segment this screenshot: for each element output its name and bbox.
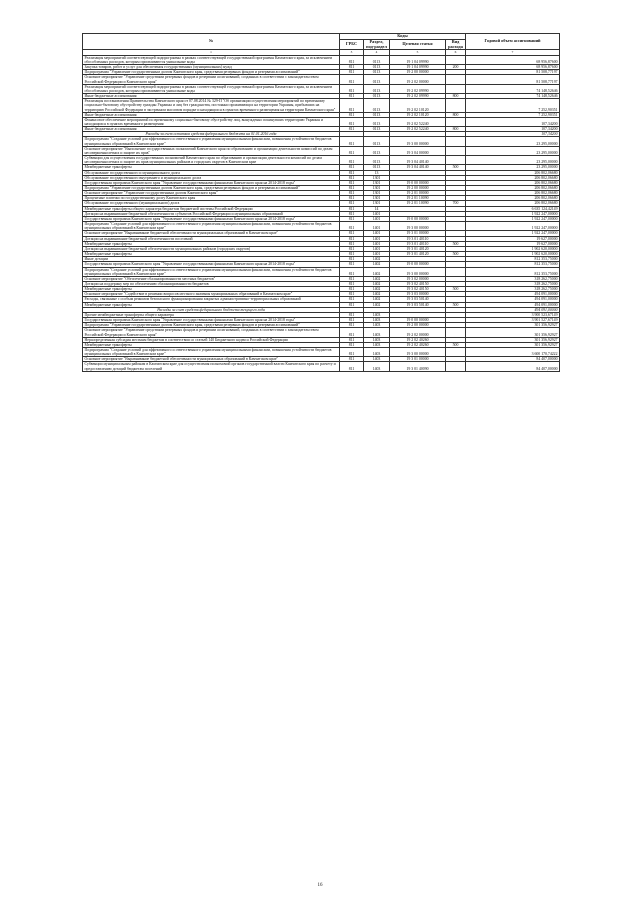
row-description: Дотации на выравнивание бюджетной обеспеченности поселений [83,236,340,241]
row-target-article: 19 3 01 00000 [390,231,446,236]
row-razdel: 1301 [364,201,390,206]
row-amount: 19 627,00000 [466,236,560,241]
row-razdel: 1301 [364,196,390,201]
budget-table-sheet [82,33,559,372]
header-target-article: Целевая статья [390,39,446,50]
row-razdel: 1402 [364,276,390,281]
column-number: 5 [390,50,446,55]
row-expense-type [446,222,466,231]
row-amount: 3 900 523,67149 [466,312,560,317]
row-grbs: 811 [340,262,364,267]
row-description: Государственная программа Камчатского края "Управление государственными финансами Камчатского края на 2014-2018 годы" [83,318,340,323]
header-razdel: Раздел, под-раздел [364,39,390,50]
page-number: 16 [317,883,323,888]
row-description: Расходы, связанные с особым режимом безопасного функционирования закрытых административно-территориальных образований [83,297,340,302]
row-description: Подпрограмма "Управление государственным долгом Камчатского края, средствами резервных фондов и резервами ассигнований" [83,70,340,75]
row-expense-type: 800 [446,112,466,117]
row-grbs: 811 [340,362,364,371]
row-target-article: 19 0 00 00000 [390,318,446,323]
row-razdel: 1403 [364,323,390,328]
header-annual-volume: Годовой объем ассигнований [466,34,560,50]
row-expense-type [446,117,466,126]
row-grbs: 811 [340,156,364,165]
row-target-article: 19 3 01 40120 [390,252,446,257]
row-grbs: 811 [340,323,364,328]
row-grbs: 811 [340,312,364,317]
row-description: Обслуживание государственного (муниципального) долга [83,201,340,206]
row-expense-type [446,55,466,64]
row-amount: 318 262,75000 [466,287,560,292]
row-razdel: 1402 [364,281,390,286]
row-amount: 23 295,00000 [466,165,560,170]
row-razdel: 1401 [364,211,390,216]
column-number: 3 [340,50,364,55]
row-amount: 1 922 247,00000 [466,231,560,236]
header-expense-type: Вид расхода [446,39,466,50]
header-codes: Коды [340,34,466,40]
row-amount: 301 356,92927 [466,337,560,342]
row-amount: 206 802,06680 [466,186,560,191]
row-expense-type: 800 [446,127,466,132]
row-description: Дотации на поддержку мер по обеспечению сбалансированности бюджетов [83,281,340,286]
row-target-article: 19 3 04 00000 [390,146,446,155]
row-expense-type [446,84,466,93]
column-number: 6 [446,50,466,55]
row-grbs: 811 [340,137,364,146]
row-grbs: 811 [340,257,364,262]
row-expense-type [446,267,466,276]
row-description: Субвенции муниципальным районам в Камчатском крае для осуществления полномочий органов государственной власти Камчатского края по расчету и предоставлению дотаций бюджетам поселений [83,362,340,371]
table-header [83,34,560,56]
row-grbs: 811 [340,246,364,251]
row-target-article: 19 2 02 09990 [390,94,446,99]
row-grbs: 811 [340,236,364,241]
row-amount: 812 353,75000 [466,257,560,262]
row-amount: 301 356,92927 [466,328,560,337]
row-amount: 1 902 620,00000 [466,246,560,251]
row-razdel: 1301 [364,191,390,196]
table-row [83,146,560,155]
row-amount: 494 091,00000 [466,307,560,312]
row-description: Межбюджетные трансферты [83,252,340,257]
row-razdel: 1301 [364,175,390,180]
row-expense-type: 500 [446,165,466,170]
row-description: Нераспределенная субсидия местным бюджетам в соответствии со статьей 140 Бюджетного кодекса Российской Федерации [83,337,340,342]
row-grbs: 811 [340,117,364,126]
table-row [83,137,560,146]
row-grbs: 811 [340,180,364,185]
row-grbs: 811 [340,84,364,93]
row-grbs: 811 [340,357,364,362]
row-amount: 107,34200 [466,132,560,137]
row-grbs: 811 [340,94,364,99]
row-target-article: 19 3 01 40110 [390,241,446,246]
row-razdel: 1402 [364,302,390,307]
row-razdel: 13 [364,170,390,175]
row-razdel: 1402 [364,297,390,302]
row-razdel: 1401 [364,222,390,231]
row-razdel: 1401 [364,246,390,251]
row-grbs: 811 [340,70,364,75]
row-amount: 812 353,75000 [466,262,560,267]
row-target-article: 19 2 00 00000 [390,186,446,191]
row-razdel: 0113 [364,94,390,99]
table-row [83,156,560,165]
row-amount: 494 091,00000 [466,297,560,302]
row-target-article: 19 1 04 09990 [390,65,446,70]
row-amount: 23 295,00000 [466,146,560,155]
row-amount: 206 802,06680 [466,175,560,180]
row-razdel: 1403 [364,318,390,323]
row-target-article: 19 3 04 40140 [390,165,446,170]
header-number: № [83,34,340,50]
row-amount: 318 262,75000 [466,281,560,286]
row-razdel: 1402 [364,267,390,276]
row-razdel: 14 [364,206,390,211]
row-razdel: 1402 [364,262,390,267]
row-description: Основное мероприятие "Выравнивание бюджетной обеспеченности муниципальных образований в Камчатском крае" [83,231,340,236]
row-description: Основное мероприятие "Содействие в решении вопросов местного значения муниципальных образований в Камчатском крае" [83,292,340,297]
row-description: Реализация мероприятий соответствующей подпрограммы в рамках соответствующей государственной программы Камчатского края, за исключением обособленных расходов, которым присваиваются уникальные коды [83,84,340,93]
row-target-article: 19 3 01 40090 [390,362,446,371]
row-expense-type: 700 [446,201,466,206]
row-target-article: 19 2 01 10090 [390,201,446,206]
row-description: Реализация мероприятий соответствующей подпрограммы в рамках соответствующей государственной программы Камчатского края, за исключением обособленных расходов, которым присваиваются уникальные коды [83,55,340,64]
row-description: Основное мероприятие "Управление средствами резервных фондов и резервами ассигнований, созданных в соответствии с законодательством Российской Федерации и Камчатского края" [83,75,340,84]
row-expense-type [446,328,466,337]
row-razdel: 1301 [364,180,390,185]
row-amount: 206 802,06680 [466,180,560,185]
row-target-article: 19 2 02 52240 [390,127,446,132]
row-grbs: 811 [340,206,364,211]
row-description: Иные бюджетные ассигнования [83,127,340,132]
row-target-article: 19 2 02 40260 [390,337,446,342]
row-amount: 206 802,06680 [466,170,560,175]
row-razdel: 1403 [364,348,390,357]
row-description: Обслуживание государственного внутреннего и муниципального долга [83,175,340,180]
row-grbs: 811 [340,170,364,175]
table-row [83,362,560,371]
row-description: Обслуживание государственного и муниципального долга [83,170,340,175]
row-target-article: 19 2 00 00000 [390,70,446,75]
row-razdel: 1403 [364,328,390,337]
row-amount: 494 091,00000 [466,292,560,297]
row-razdel: 1401 [364,252,390,257]
row-amount: 81 508,77197 [466,75,560,84]
row-razdel: 1403 [364,362,390,371]
row-grbs: 811 [340,342,364,347]
row-target-article: 19 3 00 00000 [390,137,446,146]
row-target-article: 19 2 02 40260 [390,342,446,347]
row-amount: 1 902 620,00000 [466,252,560,257]
row-target-article: 19 3 03 50140 [390,302,446,307]
row-expense-type [446,146,466,155]
row-razdel: 1402 [364,292,390,297]
row-grbs: 811 [340,201,364,206]
row-description: Иные бюджетные ассигнования [83,112,340,117]
row-expense-type [446,75,466,84]
row-grbs: 811 [340,231,364,236]
row-expense-type: 500 [446,241,466,246]
row-description: Финансовое обеспечение мероприятий по временному социально-бытовому обустройству лиц, вынужденно покинувших территорию Украины и находящихся в пунктах временного размещения [83,117,340,126]
table-row [83,328,560,337]
row-target-article: 19 3 00 00000 [390,267,446,276]
row-target-article: 19 3 04 40140 [390,156,446,165]
row-description: Реализация постановления Правительства Камчатского края от 07.08.2014 № 329-П "Об организации осуществления мероприятий по временному социально-бытовому обустройству граждан Украины и лиц без гражданства, постоянно проживающих на территории Украины, прибывших на территорию Российской Федерации в экстренном массовом порядке и находящихся в пунктах временного размещения на территории Камчатского края" [83,99,340,112]
row-description: Государственная программа Камчатского края "Управление государственными финансами Камчатского края на 2014-2018 годы" [83,180,340,185]
row-grbs: 811 [340,252,364,257]
table-row [83,117,560,126]
row-description: Государственная программа Камчатского края "Управление государственными финансами Камчатского края на 2014-2018 годы" [83,216,340,221]
row-amount: 23 295,00000 [466,156,560,165]
row-description: Иные бюджетные ассигнования [83,94,340,99]
row-description: Основное мероприятие "Управление государственным долгом Камчатского края" [83,191,340,196]
row-amount: 1 922 247,00000 [466,222,560,231]
row-description: Подпрограмма "Создание условий для эффективного и ответственного управления муниципальными финансами, повышения устойчивости бюджетов муниципальных образований в Камчатском крае" [83,222,340,231]
row-amount: 3 600 170,74222 [466,348,560,357]
row-amount: 23 295,00000 [466,137,560,146]
row-amount: 6 635 124,42149 [466,206,560,211]
row-amount: 206 802,06680 [466,196,560,201]
row-amount: 3 901 527,67149 [466,318,560,323]
row-target-article: 19 2 02 10120 [390,99,446,112]
row-grbs: 811 [340,297,364,302]
row-target-article: 19 3 02 40150 [390,281,446,286]
row-razdel: 1401 [364,231,390,236]
row-target-article: 19 2 01 00000 [390,191,446,196]
row-grbs: 811 [340,99,364,112]
row-description: Дотации на выравнивание бюджетной обеспеченности субъектов Российской Федерации и муниципальных образований [83,211,340,216]
table-row [83,55,560,64]
row-target-article: 19 3 03 00000 [390,292,446,297]
row-description: Дотации на выравнивание бюджетной обеспеченности муниципальных районов (городских округов) [83,246,340,251]
row-grbs: 811 [340,55,364,64]
row-razdel: 0113 [364,127,390,132]
column-number: 1 [83,50,340,55]
column-number: 4 [364,50,390,55]
row-description: Закупка товаров, работ и услуг для обеспечения государственных (муниципальных) нужд [83,65,340,70]
table-row [83,222,560,231]
row-grbs: 811 [340,191,364,196]
row-grbs: 811 [340,112,364,117]
row-expense-type: 200 [446,65,466,70]
row-grbs: 811 [340,127,364,132]
row-razdel: 1403 [364,342,390,347]
row-target-article: 19 2 02 10120 [390,112,446,117]
row-expense-type: 500 [446,342,466,347]
row-target-article: 19 3 03 50140 [390,297,446,302]
row-amount: 494 091,00000 [466,302,560,307]
row-amount: 301 356,92927 [466,342,560,347]
row-razdel: 0113 [364,165,390,170]
row-razdel: 0113 [364,55,390,64]
row-amount: 19 627,00000 [466,241,560,246]
row-description: Основное мероприятие "Управление средствами резервных фондов и резервами ассигнований, созданных в соответствии с законодательством Российской Федерации и Камчатского края" [83,328,340,337]
column-number: 7 [466,50,560,55]
row-grbs: 811 [340,302,364,307]
row-amount: 206 802,06680 [466,191,560,196]
row-razdel: 0113 [364,156,390,165]
row-target-article: 19 2 02 00000 [390,75,446,84]
row-description: Иные дотации [83,257,340,262]
row-grbs: 811 [340,65,364,70]
row-description: Межбюджетные трансферты [83,287,340,292]
row-amount: 68 956,87600 [466,65,560,70]
row-expense-type [446,99,466,112]
row-amount: 74 148,52646 [466,94,560,99]
row-description: Подпрограмма "Управление государственным долгом Камчатского края, средствами резервных фондов и резервами ассигнований" [83,186,340,191]
row-razdel: 1401 [364,241,390,246]
row-expense-type: 500 [446,287,466,292]
row-description: Межбюджетные трансферты [83,302,340,307]
row-amount: 301 356,92927 [466,323,560,328]
row-amount: 206 802,06680 [466,201,560,206]
row-grbs: 811 [340,292,364,297]
row-description: Подпрограмма "Создание условий для эффективного и ответственного управления муниципальными финансами, повышения устойчивости бюджетов муниципальных образований в Камчатском крае" [83,267,340,276]
row-target-article: 19 2 02 00000 [390,328,446,337]
row-amount: 107,34200 [466,117,560,126]
row-grbs: 811 [340,165,364,170]
row-target-article: 19 0 00 00000 [390,180,446,185]
row-target-article: 19 3 00 00000 [390,348,446,357]
row-razdel: 1403 [364,357,390,362]
row-amount: 84 407,00000 [466,357,560,362]
budget-table [82,33,560,372]
row-amount: 107,34200 [466,127,560,132]
row-razdel: 0113 [364,84,390,93]
row-description: Подпрограмма "Создание условий для эффективного и ответственного управления муниципальными финансами, повышения устойчивости бюджетов муниципальных образований в Камчатском крае" [83,137,340,146]
row-description: Субвенции для осуществления государственных полномочий Камчатского края по образованию и организации деятельности комиссий по делам несовершеннолетних и защите их прав муниципальных районов и городских округов в Камчатском крае [83,156,340,165]
row-expense-type: 500 [446,252,466,257]
row-razdel: 1402 [364,287,390,292]
row-grbs: 811 [340,75,364,84]
table-row [83,348,560,357]
row-amount: 74 148,52646 [466,84,560,93]
row-grbs: 811 [340,241,364,246]
row-razdel: 1403 [364,312,390,317]
row-description: Процентные платежи по государственному долгу Камчатского края [83,196,340,201]
row-amount: 1 922 247,00000 [466,211,560,216]
row-grbs: 811 [340,348,364,357]
row-target-article: 19 2 02 52240 [390,117,446,126]
table-row [83,267,560,276]
row-razdel: 0113 [364,117,390,126]
row-grbs: 811 [340,328,364,337]
row-grbs: 811 [340,222,364,231]
row-grbs: 811 [340,337,364,342]
row-target-article: 19 2 00 00000 [390,323,446,328]
row-expense-type: 800 [446,94,466,99]
row-target-article: 19 3 00 00000 [390,222,446,231]
row-grbs: 811 [340,196,364,201]
row-amount: 318 262,75000 [466,276,560,281]
row-description: Межбюджетные трансферты [83,342,340,347]
row-amount: 7 252,90351 [466,112,560,117]
row-razdel: 1401 [364,236,390,241]
row-razdel: 0113 [364,112,390,117]
row-target-article: 19 2 01 10090 [390,196,446,201]
row-razdel: 1403 [364,337,390,342]
row-grbs: 811 [340,175,364,180]
row-grbs: 811 [340,287,364,292]
row-expense-type [446,348,466,357]
row-amount: 1 922 247,00000 [466,216,560,221]
row-grbs: 811 [340,318,364,323]
row-grbs: 811 [340,146,364,155]
row-grbs: 811 [340,276,364,281]
row-razdel: 0113 [364,65,390,70]
row-description: Основное мероприятие "Выравнивание бюджетной обеспеченности муниципальных образований в Камчатском крае" [83,357,340,362]
row-razdel: 0113 [364,70,390,75]
row-razdel: 0113 [364,99,390,112]
row-target-article: 19 3 01 00000 [390,357,446,362]
row-description: Межбюджетные трансферты общего характера бюджетам бюджетной системы Российской Федерации [83,206,340,211]
row-razdel: 0113 [364,137,390,146]
row-razdel: 0113 [364,146,390,155]
row-target-article: 19 0 00 00000 [390,262,446,267]
row-grbs: 811 [340,211,364,216]
row-description: Межбюджетные трансферты [83,241,340,246]
header-grbs: ГРБС [340,39,364,50]
table-row [83,84,560,93]
row-target-article: 19 3 02 40150 [390,287,446,292]
row-target-article: 19 2 02 09990 [390,84,446,93]
row-description: Подпрограмма "Создание условий для эффективного и ответственного управления муниципальными финансами, повышения устойчивости бюджетов муниципальных образований в Камчатском крае" [83,348,340,357]
table-row [83,75,560,84]
row-target-article: 19 3 01 40120 [390,246,446,251]
row-expense-type [446,137,466,146]
row-grbs: 811 [340,281,364,286]
row-target-article: 19 1 04 09990 [390,55,446,64]
row-amount: 81 508,77197 [466,70,560,75]
row-razdel: 0113 [364,75,390,84]
row-description: Государственная программа Камчатского края "Управление государственными финансами Камчатского края на 2014-2018 годы" [83,262,340,267]
table-body [83,55,560,371]
row-target-article: 19 3 02 00000 [390,276,446,281]
row-target-article: 19 0 00 00000 [390,216,446,221]
row-description: Прочие межбюджетные трансферты общего характера [83,312,340,317]
row-amount: 812 353,75000 [466,267,560,276]
row-grbs: 811 [340,267,364,276]
table-row [83,99,560,112]
row-razdel: 1401 [364,216,390,221]
row-expense-type: 500 [446,302,466,307]
row-description: Подпрограмма "Управление государственным долгом Камчатского края, средствами резервных фондов и резервами ассигнований" [83,323,340,328]
row-expense-type [446,156,466,165]
row-target-article: 19 3 01 40110 [390,236,446,241]
row-expense-type [446,362,466,371]
row-amount: 7 252,90351 [466,99,560,112]
row-description: Основное мероприятие "Выполнение государственных полномочий Камчатского края по образованию и организации деятельности комиссий по делам несовершеннолетних и защите их прав" [83,146,340,155]
row-description: Основное мероприятие "Обеспечение сбалансированности местных бюджетов" [83,276,340,281]
row-grbs: 811 [340,186,364,191]
row-razdel: 1301 [364,186,390,191]
row-description: Расходы за счет остатков средств федерального бюджета на 01.01.2016 года [83,132,340,137]
row-grbs: 811 [340,216,364,221]
row-amount: 84 407,00000 [466,362,560,371]
row-description: Межбюджетные трансферты [83,165,340,170]
row-amount: 68 956,87600 [466,55,560,64]
row-razdel: 1402 [364,257,390,262]
row-description: Расходы за счет средств федерального бюджета текущего года [83,307,340,312]
